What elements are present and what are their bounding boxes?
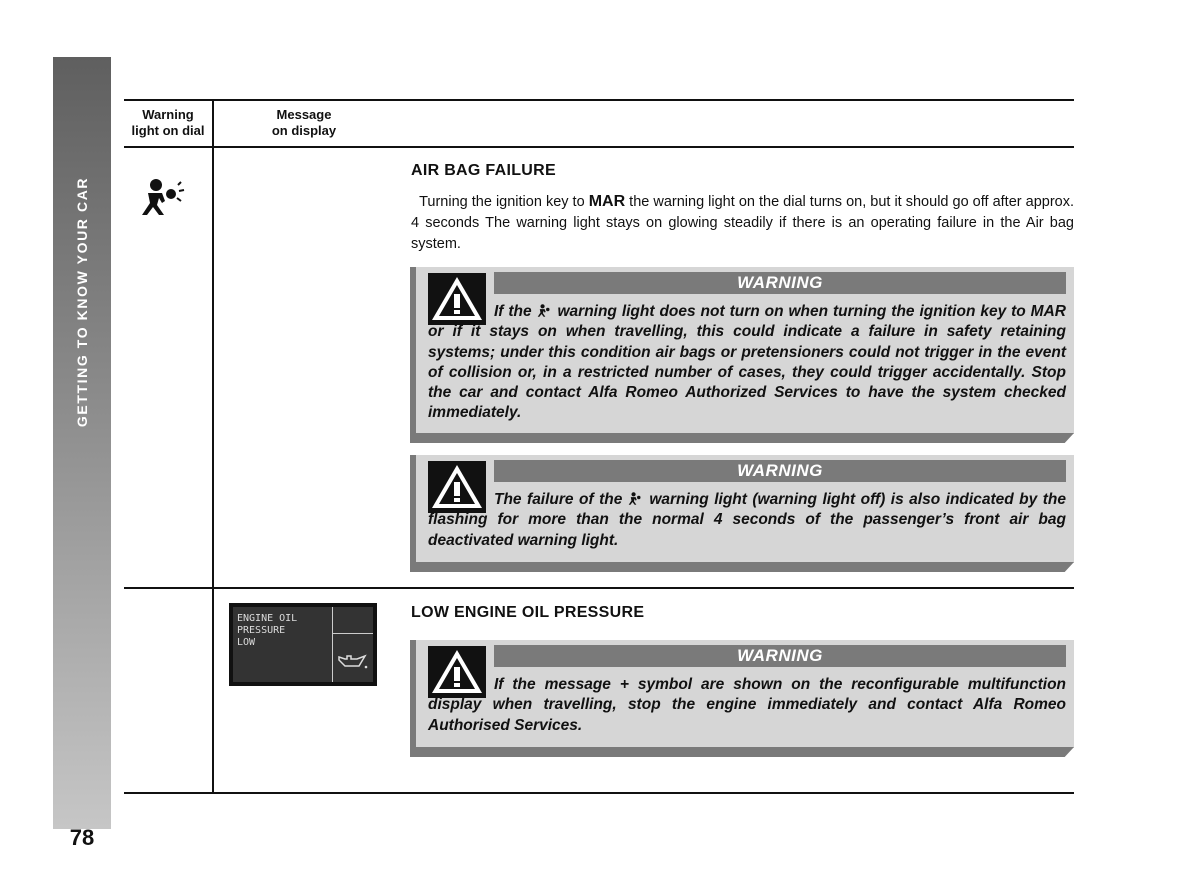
airbag-failure-description: Turning the ignition key to MAR the warning light on the dial turns on, but it should go off after approx. 4 seconds The warning light stays on glowing steadily if there is an operating failure in the Air bag system. <box>411 193 1074 252</box>
sidebar-title: GETTING TO KNOW YOUR CAR <box>74 176 90 428</box>
airbag-icon <box>140 177 186 217</box>
sidebar-tab <box>53 57 111 850</box>
table-top-rule <box>124 99 1074 101</box>
column-header-warning-light: Warning light on dial <box>131 107 205 138</box>
multifunction-display <box>229 603 377 686</box>
warning-box-airbag-1 <box>410 267 1074 434</box>
airbag-inline-icon <box>628 491 644 506</box>
page-number: 78 <box>69 825 95 850</box>
table-header-rule <box>124 146 1074 148</box>
warning-label: WARNING <box>494 645 1066 667</box>
oil-can-icon <box>337 653 369 671</box>
warning-label: WARNING <box>494 272 1066 294</box>
display-message: ENGINE OIL PRESSURE LOW <box>237 613 298 648</box>
warning-text: If the message + symbol are shown on the reconfigurable multifunction display when travelling, stop the engine immediately and contact Alfa Romeo Authorised Services. <box>428 676 1066 734</box>
column-header-message: Message on display <box>271 107 337 138</box>
table-bottom-rule <box>124 792 1074 794</box>
warning-label: WARNING <box>494 460 1066 482</box>
warning-text: The failure of the warning light (warning light off) is also indicated by the flashing for more than the normal 4 seconds of the passenger’s front air bag deactivated warning light. <box>428 491 1066 549</box>
table-column-divider <box>212 100 214 793</box>
airbag-inline-icon <box>537 303 553 318</box>
section-title-low-oil-pressure: LOW ENGINE OIL PRESSURE <box>411 604 645 621</box>
warning-box-airbag-2 <box>410 455 1074 563</box>
table-row-divider <box>124 587 1074 589</box>
section-title-airbag-failure: AIR BAG FAILURE <box>411 162 556 179</box>
warning-text: If the warning light does not turn on when turning the ignition key to MAR or if it stays on when travelling, this could indicate a failure in safety retaining systems; under this condition air bags or pretensioners could not trigger in the event of collision or, in a restricted number of cases, they could trigger accidentally. Stop the car and contact Alfa Romeo Authorized Services to have the system checked immediately. <box>428 303 1066 422</box>
warning-box-oil-pressure <box>410 640 1074 748</box>
